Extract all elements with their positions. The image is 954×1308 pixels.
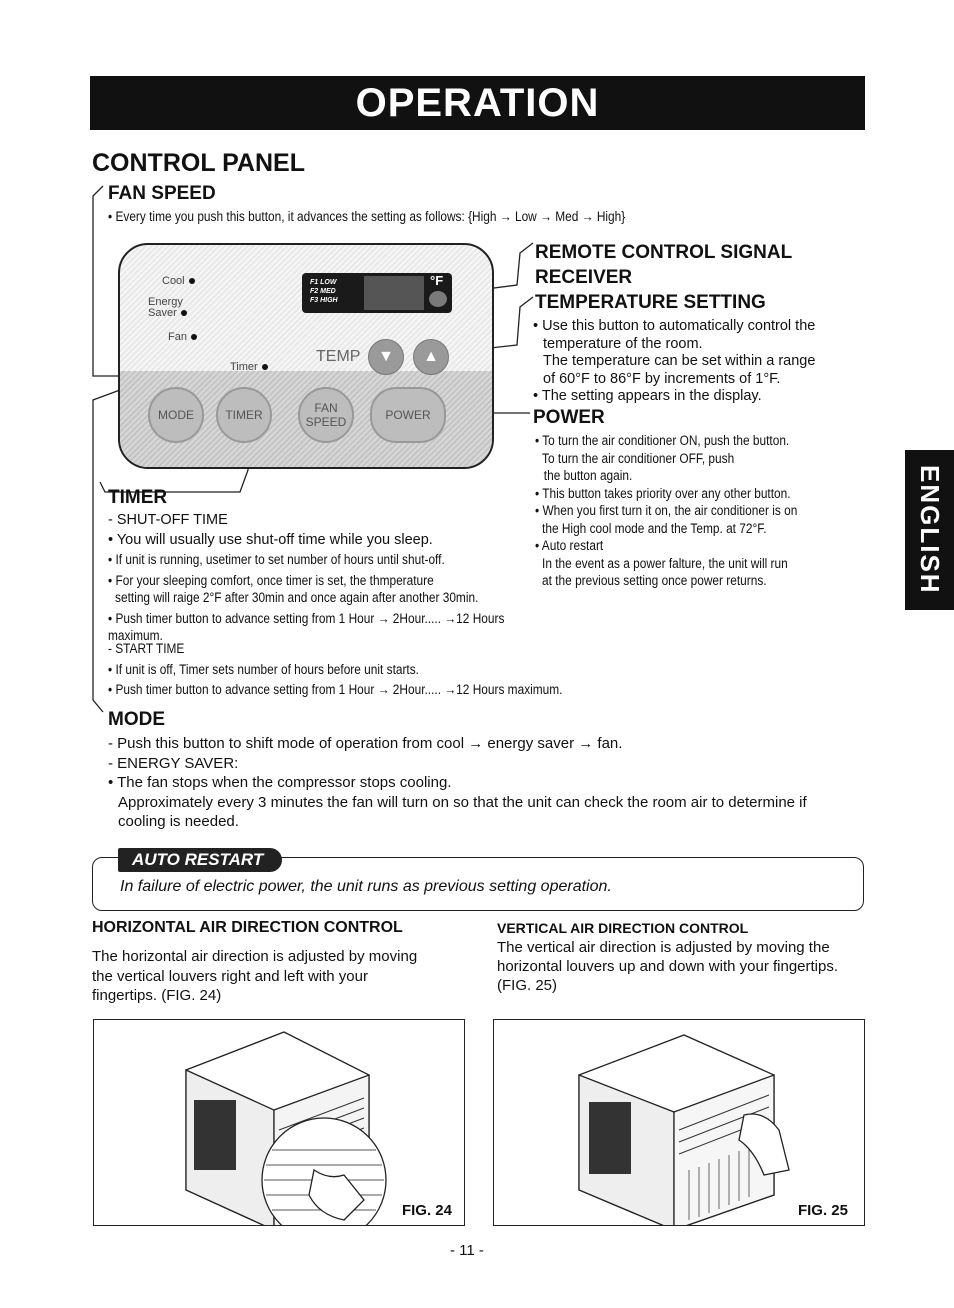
- vertical-text: The vertical air direction is adjusted by moving the horizontal louvers up and down with your fingertips. (FIG. 25): [497, 939, 839, 994]
- auto-restart-text: In failure of electric power, the unit runs as previous setting operation.: [120, 878, 612, 895]
- auto-restart-tag: AUTO RESTART: [118, 848, 282, 872]
- power-title: POWER: [533, 407, 605, 428]
- remote-receiver-sensor: [429, 291, 447, 307]
- section-title: CONTROL PANEL: [92, 149, 305, 177]
- chevron-up-icon: ▲: [423, 348, 439, 365]
- temperature-title: TEMPERATURE SETTING: [535, 292, 766, 313]
- vertical-title: VERTICAL AIR DIRECTION CONTROL: [497, 920, 749, 936]
- temp-label: TEMP: [316, 348, 361, 365]
- timer-button[interactable]: TIMER: [216, 387, 272, 443]
- timer-shutoff-line: • If unit is running, usetimer to set number of hours until shut-off. • For your sleeping comfort, once timer is set, the thmperature setting will raige 2°F after 30min and once again after another 30min. • Push timer button to advance setting from 1 Hour → 2Hour..... →12 Hours maximum.: [108, 552, 505, 643]
- temp-down-button[interactable]: [368, 339, 404, 375]
- remote-receiver-title: REMOTE CONTROL SIGNAL RECEIVER: [535, 242, 793, 288]
- display-unit: °F: [430, 273, 444, 288]
- temp-up-button[interactable]: [413, 339, 449, 375]
- fan-speed-title: FAN SPEED: [108, 183, 216, 204]
- timer-shutoff-label: - SHUT-OFF TIME: [108, 512, 228, 528]
- air-conditioner-illustration: [94, 1020, 464, 1225]
- page-banner: OPERATION: [90, 76, 865, 130]
- timer-start-block: - START TIME • If unit is off, Timer sets number of hours before unit starts. • Push timer button to advance setting from 1 Hour → 2Hour..... →12 Hours maximum.: [108, 641, 563, 697]
- mode-text: - Push this button to shift mode of operation from cool → energy saver → fan. - ENERGY SAVER: • The fan stops when the compressor stops cooling. Approximately every 3 minutes the fan will turn on so that the unit can check the room air to determine if cooling is needed.: [108, 735, 807, 830]
- fan-speed-button[interactable]: FAN SPEED: [298, 387, 354, 443]
- fig-25-frame: [493, 1019, 865, 1226]
- fig-24-label: FIG. 24: [401, 1202, 452, 1219]
- timer-title: TIMER: [108, 487, 168, 508]
- mode-title: MODE: [108, 709, 165, 730]
- control-panel-illustration: [118, 243, 494, 469]
- page-number: - 11 -: [450, 1242, 484, 1259]
- temperature-text: • Use this button to automatically control the temperature of the room. The temperature can be set within a range of 60°F to 86°F by increments of 1°F. • The setting appears in the display.: [533, 318, 816, 404]
- chevron-down-icon: ▼: [378, 348, 394, 365]
- fan-speed-text: • Every time you push this button, it advances the setting as follows: {High → Low → Med → High}: [108, 209, 626, 224]
- power-button[interactable]: POWER: [370, 387, 446, 443]
- fan-indicator: Fan: [168, 331, 197, 343]
- horizontal-text: The horizontal air direction is adjusted by moving the vertical louvers right and left with your fingertips. (FIG. 24): [92, 948, 418, 1004]
- display-digits: [364, 276, 424, 310]
- digital-display: [302, 273, 452, 313]
- timer-shutoff-line: • You will usually use shut-off time while you sleep.: [108, 532, 433, 548]
- fan-speed-codes: F1 LOW F2 MED F3 HIGH: [310, 279, 338, 304]
- horizontal-title: HORIZONTAL AIR DIRECTION CONTROL: [92, 919, 403, 936]
- power-text: • To turn the air conditioner ON, push the button. To turn the air conditioner OFF, push the button again. • This button takes priority over any other button. • When you first turn it on, the air conditioner is on the High cool mode and the Temp. at 72°F. • Auto restart In the event as a power falture, the unit will run at the previous setting once power returns.: [535, 433, 798, 588]
- energy-saver-indicator: Energy Saver: [148, 297, 208, 319]
- language-tab: ENGLISH: [905, 450, 954, 610]
- cool-indicator: Cool: [162, 275, 195, 287]
- timer-indicator: Timer: [230, 361, 268, 373]
- mode-button[interactable]: MODE: [148, 387, 204, 443]
- fig-24-frame: [93, 1019, 465, 1226]
- air-conditioner-illustration: [494, 1020, 864, 1225]
- fig-25-label: FIG. 25: [797, 1202, 848, 1219]
